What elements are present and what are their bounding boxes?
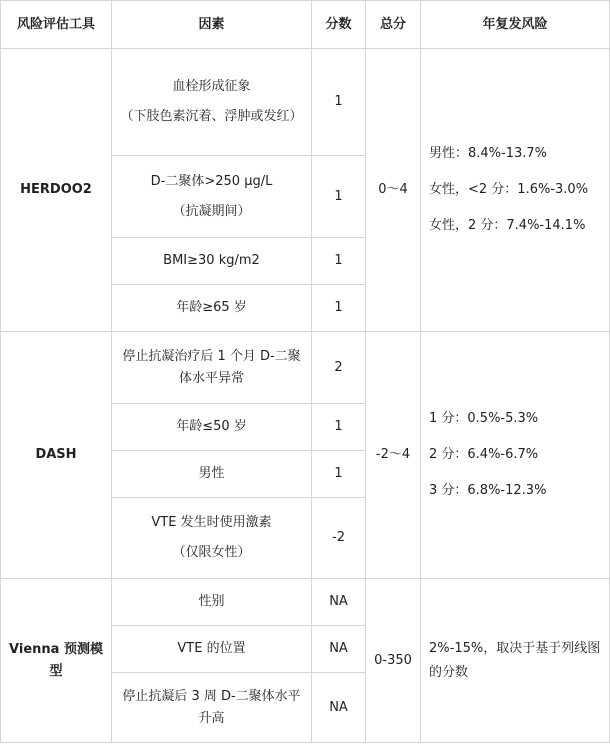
recurrence-risk <box>421 579 610 743</box>
factor-note: （抗凝期间） <box>172 203 251 219</box>
total-score: 0～4 <box>366 49 421 332</box>
tool-name: Vienna 预测模型 <box>1 579 112 743</box>
header-risk: 年复发风险 <box>421 1 610 49</box>
factor-cell: 年龄≤50 岁 <box>112 404 312 451</box>
total-score: -2～4 <box>366 332 421 579</box>
header-score: 分数 <box>312 1 366 49</box>
score-cell: NA <box>312 579 366 626</box>
risk-line: 男性：8.4%-13.7% <box>429 146 548 161</box>
factor-cell: 年龄≥65 岁 <box>112 285 312 332</box>
factor-cell: VTE 的位置 <box>112 626 312 673</box>
score-cell: 1 <box>312 49 366 156</box>
factor-note: （仅限女性） <box>172 545 251 560</box>
score-cell: 1 <box>312 285 366 332</box>
risk-line: 2 分：6.4%-6.7% <box>429 447 539 462</box>
score-cell: 1 <box>312 156 366 238</box>
header-factor: 因素 <box>112 1 312 49</box>
score-cell: NA <box>312 626 366 673</box>
recurrence-risk <box>421 332 610 579</box>
factor-cell <box>112 49 312 156</box>
factor-note: （下肢色素沉着、浮肿或发红） <box>120 109 303 124</box>
score-cell: NA <box>312 673 366 743</box>
factor-cell: 停止抗凝治疗后 1 个月 D-二聚体水平异常 <box>112 332 312 404</box>
risk-line: 女性，2 分：7.4%-14.1% <box>429 218 586 233</box>
score-cell: -2 <box>312 498 366 579</box>
table-row <box>1 579 610 626</box>
recurrence-risk <box>421 49 610 332</box>
factor-cell: 性别 <box>112 579 312 626</box>
table-row <box>1 49 610 156</box>
header-tool: 风险评估工具 <box>1 1 112 49</box>
factor-text: D-二聚体>250 μg/L <box>150 173 273 189</box>
score-cell: 2 <box>312 332 366 404</box>
factor-cell: 停止抗凝后 3 周 D-二聚体水平升高 <box>112 673 312 743</box>
header-row <box>1 1 610 49</box>
score-cell: 1 <box>312 238 366 285</box>
tool-name: DASH <box>1 332 112 579</box>
risk-line: 2%-15%，取决于基于列线图的分数 <box>429 640 601 680</box>
factor-cell <box>112 156 312 238</box>
risk-line: 1 分：0.5%-5.3% <box>429 411 539 426</box>
total-score: 0-350 <box>366 579 421 743</box>
tool-name: HERDOO2 <box>1 49 112 332</box>
factor-cell <box>112 498 312 579</box>
risk-line: 女性，<2 分：1.6%-3.0% <box>429 182 589 197</box>
score-cell: 1 <box>312 451 366 498</box>
factor-cell: 男性 <box>112 451 312 498</box>
factor-cell: BMI≥30 kg/m2 <box>112 238 312 285</box>
score-cell: 1 <box>312 404 366 451</box>
header-total: 总分 <box>366 1 421 49</box>
factor-text: VTE 发生时使用激素 <box>151 515 272 530</box>
factor-text: 血栓形成征象 <box>172 79 251 94</box>
risk-line: 3 分：6.8%-12.3% <box>429 483 547 498</box>
table-row <box>1 332 610 404</box>
